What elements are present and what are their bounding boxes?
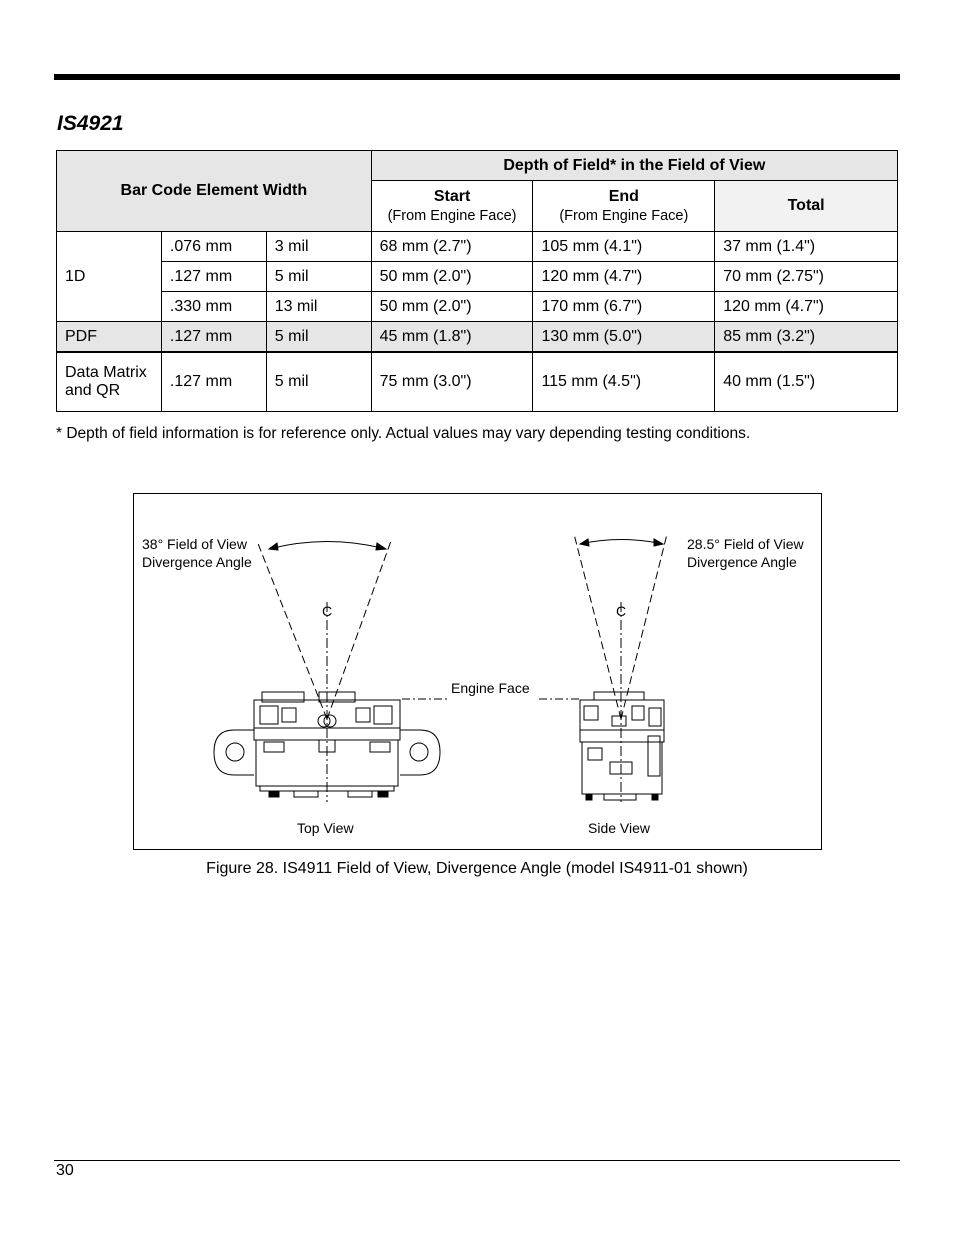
cell-end: 115 mm (4.5") <box>533 352 715 411</box>
header-start-note: (From Engine Face) <box>387 208 517 224</box>
left-angle-arc <box>269 542 386 550</box>
top-view-engine <box>214 692 440 797</box>
depth-of-field-table <box>56 150 898 412</box>
header-depth-of-field: Depth of Field* in the Field of View <box>371 151 897 181</box>
cell-mil: 5 mil <box>266 262 371 292</box>
cell-type <box>57 352 162 411</box>
cell-total: 70 mm (2.75") <box>715 262 898 292</box>
table-row <box>57 232 898 262</box>
cell-end: 130 mm (5.0") <box>533 322 715 353</box>
cell-total: 120 mm (4.7") <box>715 292 898 322</box>
left-angle-line1: 38° Field of View <box>142 536 247 552</box>
header-total: Total <box>715 181 898 232</box>
cell-start: 45 mm (1.8") <box>371 322 533 353</box>
cell-type-line1: Data Matrix <box>65 363 147 381</box>
page-number: 30 <box>56 1162 74 1179</box>
right-fov-ray <box>621 534 667 719</box>
cell-start: 50 mm (2.0") <box>371 292 533 322</box>
cell-total: 37 mm (1.4") <box>715 232 898 262</box>
cell-type: PDF <box>57 322 162 353</box>
cell-mil: 13 mil <box>266 292 371 322</box>
right-angle-arc <box>580 540 663 545</box>
arrowhead-icon <box>654 539 663 546</box>
cell-mm: .127 mm <box>161 352 266 411</box>
table-row <box>57 322 898 353</box>
header-bar-code-element-width: Bar Code Element Width <box>57 151 372 232</box>
header-end-label: End <box>608 188 639 205</box>
cell-mm: .330 mm <box>161 292 266 322</box>
cell-total: 40 mm (1.5") <box>715 352 898 411</box>
arrowhead-icon <box>269 543 278 550</box>
bottom-rule <box>54 1160 900 1161</box>
cell-mm: .127 mm <box>161 262 266 292</box>
engine-face-label: Engine Face <box>451 680 530 696</box>
header-end-note: (From Engine Face) <box>559 208 689 224</box>
cell-mm: .127 mm <box>161 322 266 353</box>
cell-type: 1D <box>57 232 162 322</box>
table-row <box>57 352 898 411</box>
centerline-symbol-right: C <box>616 603 627 619</box>
top-rule <box>54 74 900 80</box>
side-view-label: Side View <box>588 820 651 836</box>
cell-start: 50 mm (2.0") <box>371 262 533 292</box>
arrowhead-icon <box>376 543 386 550</box>
left-angle-line2: Divergence Angle <box>142 554 252 570</box>
cell-end: 105 mm (4.1") <box>533 232 715 262</box>
footnote: * Depth of field information is for reference only. Actual values may vary depending testing conditions. <box>56 425 751 442</box>
right-angle-line2: Divergence Angle <box>687 554 797 570</box>
top-view-label: Top View <box>297 820 354 836</box>
arrowhead-icon <box>580 539 589 546</box>
cell-total: 85 mm (3.2") <box>715 322 898 353</box>
cell-type-line2: and QR <box>65 381 121 399</box>
cell-end: 120 mm (4.7") <box>533 262 715 292</box>
cell-mil: 5 mil <box>266 322 371 353</box>
right-angle-line1: 28.5° Field of View <box>687 536 804 552</box>
table-row <box>57 292 898 322</box>
cell-end: 170 mm (6.7") <box>533 292 715 322</box>
right-angle-label <box>687 535 804 571</box>
header-end <box>533 181 715 232</box>
header-start-label: Start <box>433 188 471 205</box>
side-view-engine <box>580 692 664 800</box>
cell-mil: 3 mil <box>266 232 371 262</box>
table-row <box>57 262 898 292</box>
figure-caption: Figure 28. IS4911 Field of View, Divergence Angle (model IS4911-01 shown) <box>206 860 748 877</box>
cell-start: 75 mm (3.0") <box>371 352 533 411</box>
cell-start: 68 mm (2.7") <box>371 232 533 262</box>
field-of-view-figure <box>133 493 822 850</box>
right-fov-ray <box>574 534 621 719</box>
left-angle-label <box>142 535 252 571</box>
header-start <box>371 181 533 232</box>
centerline-symbol-left: C <box>322 603 333 619</box>
cell-mil: 5 mil <box>266 352 371 411</box>
cell-mm: .076 mm <box>161 232 266 262</box>
section-title: IS4921 <box>57 112 124 135</box>
